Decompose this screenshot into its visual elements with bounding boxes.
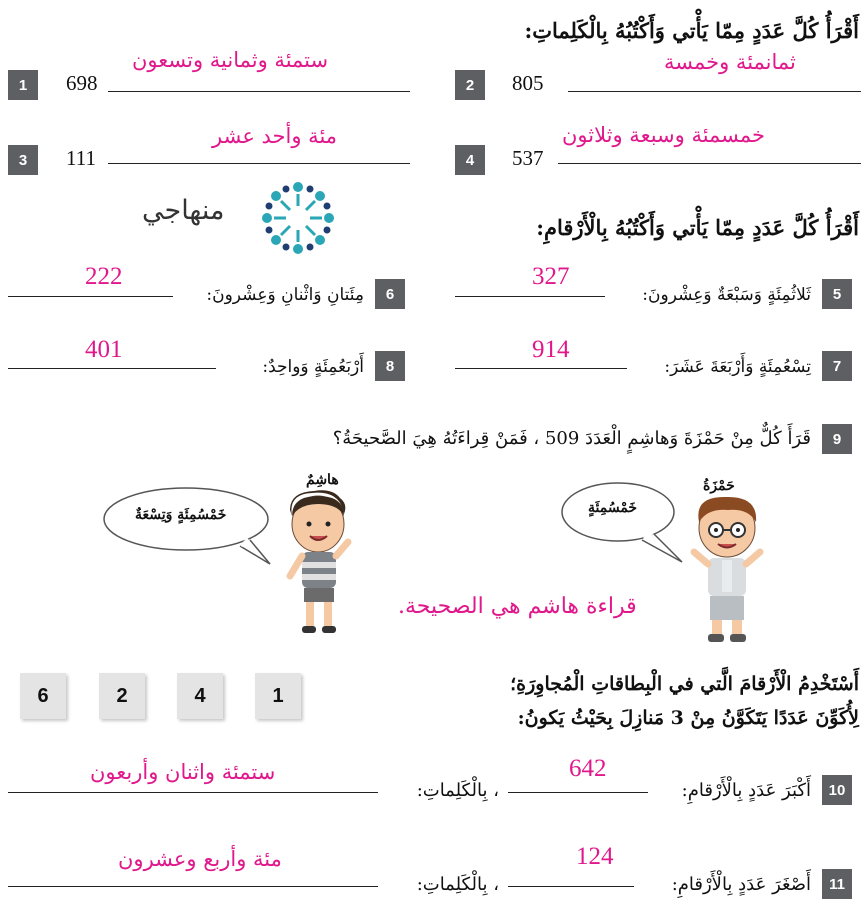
badge-8: 8 <box>375 351 405 381</box>
badge-5: 5 <box>822 279 852 309</box>
question-9-text: قَرَأَ كُلٌّ مِنْ حَمْزَةَ وَهاشِمٍ الْعَدَدَ 509 ، فَمَنْ قِراءَتُهُ هِيَ الصَّحيحَةُ؟ <box>332 428 811 449</box>
hashim-boy-icon <box>278 490 358 640</box>
question-11-words-label: ، بِالْكَلِماتِ: <box>416 874 499 895</box>
answer-line-1 <box>108 91 410 92</box>
question-6-text: مِئَتانِ وَاثْنانِ وَعِشْرونَ: <box>206 285 364 305</box>
answer-11-words: مئة وأربع وعشرون <box>118 847 282 871</box>
number-698: 698 <box>66 71 98 95</box>
answer-line-5 <box>455 296 605 297</box>
section4-title-line2: لِأُكَوِّنَ عَدَدًا يَتَكَوَّنُ مِنْ 3 مَنازِلَ بِحَيْثُ يَكونُ: <box>517 707 859 729</box>
section4-title-line1: أَسْتَخْدِمُ الْأَرْقامَ الَّتي في الْبِطاقاتِ الْمُجاوِرَةِ؛ <box>510 673 859 695</box>
answer-line-6 <box>8 296 173 297</box>
answer-line-10-number <box>508 792 648 793</box>
answer-line-10-words <box>8 792 378 793</box>
answer-4: خمسمئة وسبعة وثلاثون <box>562 123 766 147</box>
section1-title: أَقْرَأُ كُلَّ عَدَدٍ مِمّا يَأْتي وَأَكْتُبُهُ بِالْكَلِماتِ: <box>524 18 859 43</box>
question-11-label: أَصْغَرَ عَدَدٍ بِالْأَرْقامِ: <box>671 874 811 895</box>
answer-line-7 <box>455 368 627 369</box>
logo-mark-icon <box>256 176 340 260</box>
question-10-words-label: ، بِالْكَلِماتِ: <box>416 780 499 801</box>
badge-6: 6 <box>375 279 405 309</box>
answer-9: قراءة هاشم هي الصحيحة. <box>398 594 637 619</box>
answer-line-11-number <box>508 886 634 887</box>
badge-7: 7 <box>822 351 852 381</box>
hashim-speech-bubble-icon <box>100 484 275 570</box>
number-805: 805 <box>512 71 544 95</box>
answer-11-number: 124 <box>576 843 614 870</box>
badge-2: 2 <box>455 70 485 100</box>
hashim-bubble-text: خَمْسُمِئَةٍ وَتِسْعَةٌ <box>135 507 227 523</box>
badge-10: 10 <box>822 775 852 805</box>
question-5-text: ثَلاثُمِئَةٍ وَسَبْعَةٌ وَعِشْرونَ: <box>642 285 811 305</box>
badge-11: 11 <box>822 869 852 899</box>
answer-7: 914 <box>532 336 570 363</box>
answer-line-2 <box>568 91 861 92</box>
answer-line-3 <box>108 163 410 164</box>
digit-card-4: 4 <box>177 673 223 719</box>
answer-line-8 <box>8 368 216 369</box>
answer-line-11-words <box>8 886 378 887</box>
hamza-speech-bubble-icon <box>556 476 696 568</box>
answer-2: ثمانمئة وخمسة <box>664 50 796 74</box>
badge-4: 4 <box>455 145 485 175</box>
badge-1: 1 <box>8 70 38 100</box>
answer-6: 222 <box>85 263 123 290</box>
answer-10-number: 642 <box>569 755 607 782</box>
badge-9: 9 <box>822 424 852 454</box>
logo-text: منهاجي <box>142 195 225 226</box>
section2-title: أَقْرَأُ كُلَّ عَدَدٍ مِمّا يَأْتي وَأَكْتُبُهُ بِالْأَرْقامِ: <box>536 215 859 240</box>
number-537: 537 <box>512 146 544 170</box>
answer-3: مئة وأحد عشر <box>212 124 338 148</box>
digit-card-2: 2 <box>99 673 145 719</box>
hamza-boy-icon <box>682 494 772 646</box>
answer-1: ستمئة وثمانية وتسعون <box>132 48 329 72</box>
badge-3: 3 <box>8 145 38 175</box>
hamza-bubble-text: خَمْسُمِئَةٍ <box>588 500 638 516</box>
answer-5: 327 <box>532 263 570 290</box>
hashim-name: هاشِمٌ <box>306 472 339 488</box>
question-10-label: أَكْبَرَ عَدَدٍ بِالْأَرْقامِ: <box>681 780 811 801</box>
answer-8: 401 <box>85 336 123 363</box>
digit-card-1: 1 <box>255 673 301 719</box>
answer-10-words: ستمئة واثنان وأربعون <box>90 760 276 784</box>
number-111: 111 <box>66 146 96 170</box>
answer-line-4 <box>558 163 861 164</box>
hamza-name: حَمْزَةُ <box>703 478 735 494</box>
question-8-text: أَرْبَعُمِئَةٍ وَواحِدٌ: <box>262 357 364 377</box>
question-7-text: تِسْعُمِئَةٍ وَأَرْبَعَةَ عَشَرَ: <box>664 357 811 377</box>
digit-card-6: 6 <box>20 673 66 719</box>
